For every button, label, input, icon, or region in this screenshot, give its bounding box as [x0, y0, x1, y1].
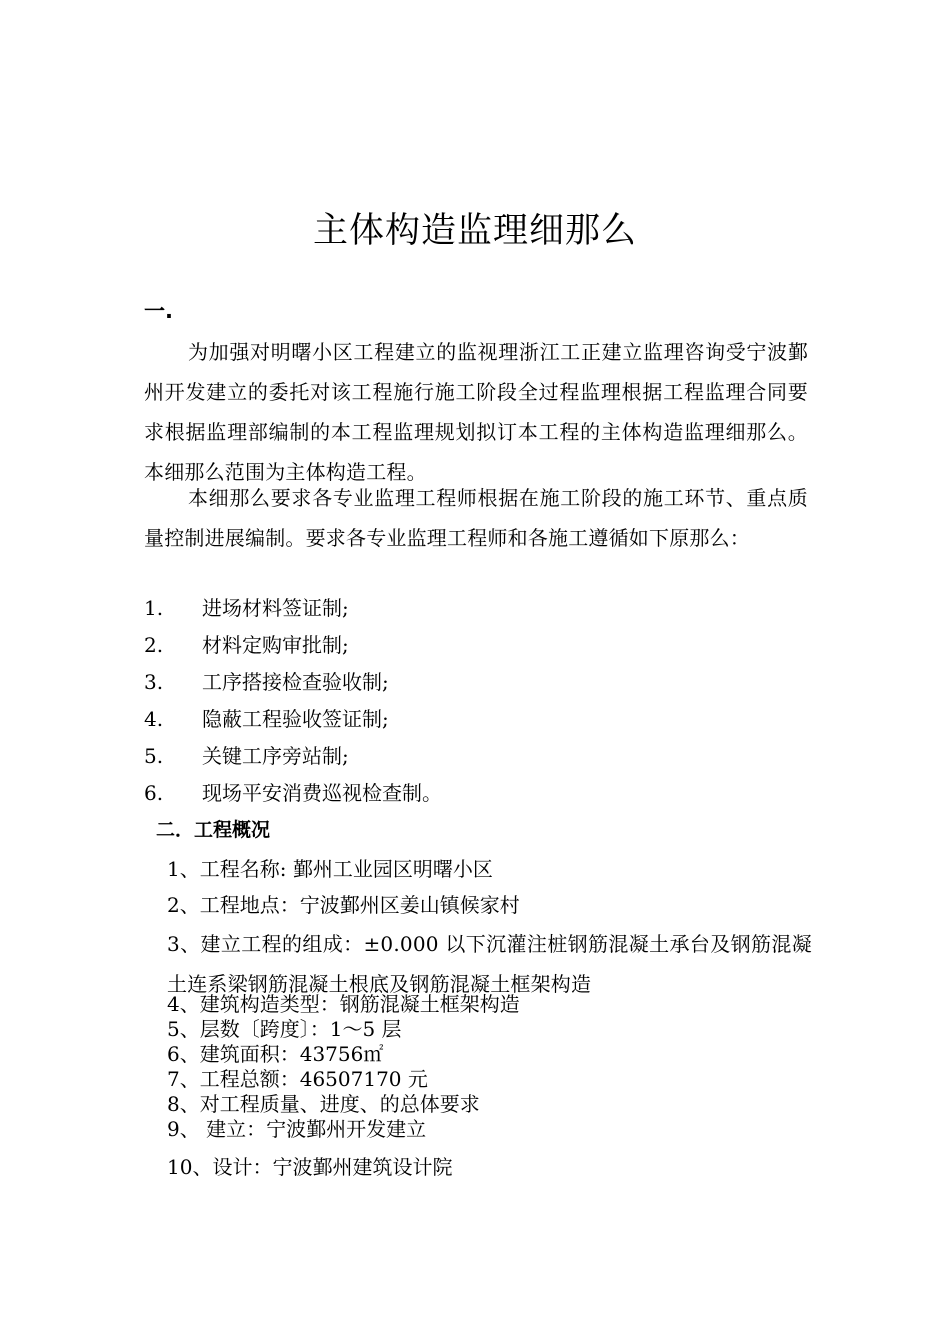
project-details-list [167, 992, 520, 1142]
principles-list [144, 590, 442, 812]
list-item-text: 关键工序旁站制; [202, 744, 349, 768]
intro-paragraph: 为加强对明曙小区工程建立的监视理浙江工正建立监理咨询受宁波鄞州开发建立的委托对该工程施行施工阶段全过程监理根据工程监理合同要求根据监理部编制的本工程监理规划拟订本工程的主体构造监理细那么。本细那么范围为主体构造工程。 [144, 340, 808, 484]
list-item [144, 590, 442, 627]
principles-paragraph: 本细那么要求各专业监理工程师根据在施工阶段的施工环节、重点质量控制进展编制。要求各专业监理工程师和各施工遵循如下原那么： [144, 486, 808, 550]
project-location-line: 2、工程地点：宁波鄞州区姜山镇候家村 [167, 893, 520, 917]
detail-item: 9、 建立：宁波鄞州开发建立 [167, 1117, 427, 1141]
list-item-number: 1. [144, 596, 164, 620]
detail-item: 8、对工程质量、进度、的总体要求 [167, 1092, 480, 1116]
list-item [144, 627, 442, 664]
project-designer-line: 10、设计：宁波鄞州建筑设计院 [167, 1155, 453, 1179]
detail-item: 5、层数〔跨度〕：1～5 层 [167, 1017, 402, 1041]
list-item-text: 材料定购审批制; [202, 633, 349, 657]
list-item [144, 775, 442, 812]
detail-item: 7、工程总额：46507170 元 [167, 1067, 428, 1091]
detail-item: 6、建筑面积：43756㎡ [167, 1042, 384, 1066]
list-item-text: 进场材料签证制; [202, 596, 349, 620]
list-item-text: 现场平安消费巡视检查制。 [202, 781, 442, 805]
list-item-number: 2. [144, 633, 164, 657]
document-title: 主体构造监理细那么 [312, 211, 637, 251]
list-item-number: 3. [144, 670, 164, 694]
project-composition-line: 3、建立工程的组成：±0.000 以下沉灌注桩钢筋混凝土承台及钢筋混凝土连系梁钢筋混凝土根底及钢筋混凝土框架构造 [167, 932, 812, 996]
list-item-number: 4. [144, 707, 164, 731]
list-item-number: 6. [144, 781, 164, 805]
list-item [144, 701, 442, 738]
detail-item: 4、建筑构造类型：钢筋混凝土框架构造 [167, 992, 520, 1016]
list-item-text: 工序搭接检查验收制; [202, 670, 389, 694]
list-item [144, 664, 442, 701]
section-two-heading: 二．工程概况 [156, 819, 271, 841]
project-name-line: 1、工程名称: 鄞州工业园区明曙小区 [167, 857, 493, 881]
list-item-text: 隐蔽工程验收签证制; [202, 707, 389, 731]
list-item-number: 5. [144, 744, 164, 768]
list-item [144, 738, 442, 775]
section-one-heading: 一. [144, 299, 173, 323]
